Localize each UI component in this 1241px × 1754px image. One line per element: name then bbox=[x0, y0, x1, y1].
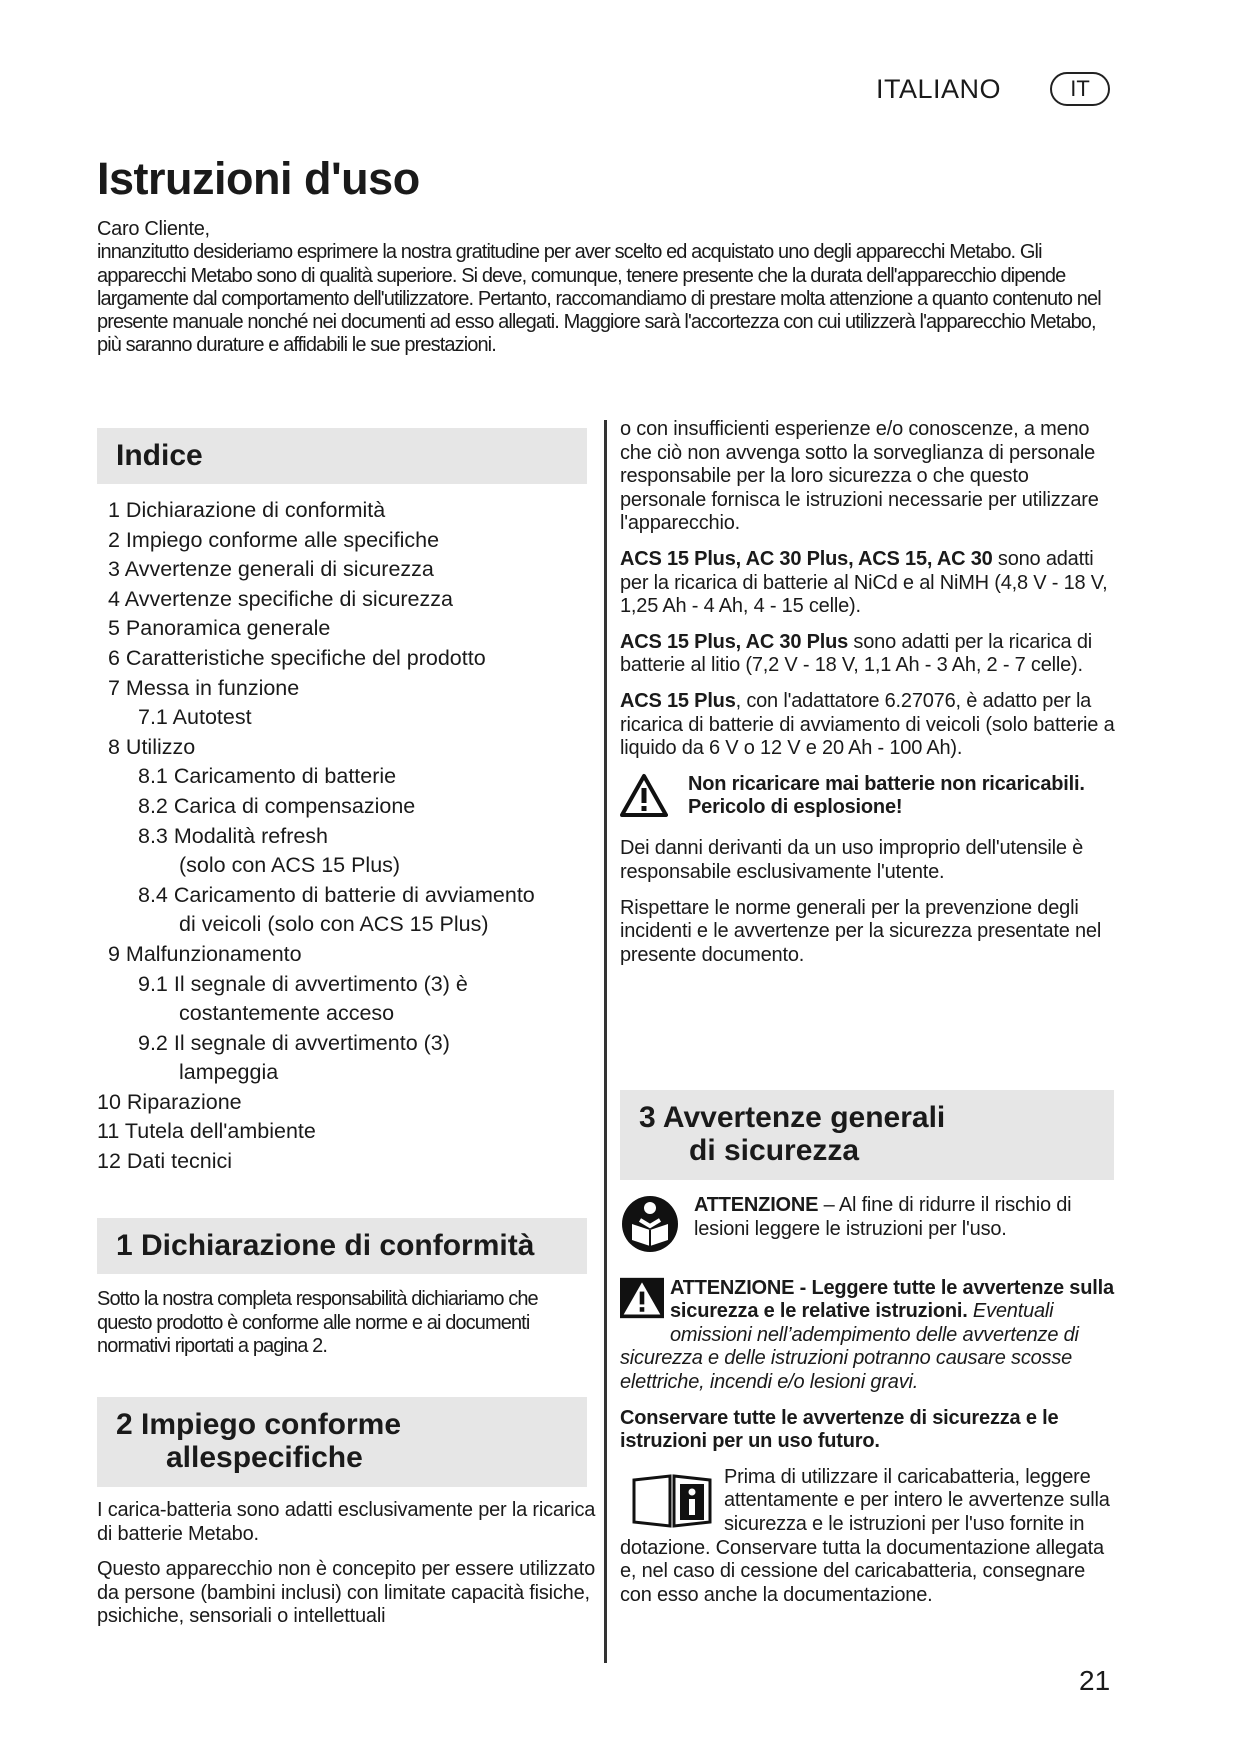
toc-subitem[interactable]: 9.2 Il segnale di avvertimento (3) bbox=[138, 1030, 450, 1055]
toc-item[interactable]: 9 Malfunzionamento bbox=[108, 941, 302, 966]
right-column-text bbox=[620, 418, 1120, 979]
toc-item[interactable]: 3 Avvertenze generali di sicurezza bbox=[108, 557, 434, 582]
page-number: 21 bbox=[1079, 1665, 1111, 1696]
section-1-text: Sotto la nostra completa responsabilità dichiariamo che questo prodotto è conforme alle norme e ai documenti normativi riportati a pagina 2. bbox=[97, 1288, 538, 1358]
models-paragraph-1 bbox=[620, 548, 1120, 619]
section-2-paragraph: Questo apparecchio non è concepito per essere utilizzato da persone (bambini inclusi) con limitate capacità fisiche, psichiche, sensoriali o intellettuali bbox=[97, 1558, 595, 1628]
toc-subitem-continuation: costantemente acceso bbox=[179, 1001, 395, 1026]
toc-subitem[interactable]: 8.1 Caricamento di batterie bbox=[138, 764, 397, 789]
intro-greeting: Caro Cliente, bbox=[97, 218, 210, 240]
section-2-heading-line2: allespecifiche bbox=[166, 1441, 363, 1474]
continued-paragraph: o con insufficienti esperienze e/o conoscenze, a meno che ciò non avvenga sotto la sorveglianza di personale responsabile per la loro sicurezza o che questo personale fornisca le istruzioni necessarie per utilizzare l'apparecchio. bbox=[620, 418, 1099, 535]
models-paragraph-2 bbox=[620, 631, 1120, 678]
toc-heading: Indice bbox=[97, 428, 587, 484]
section-2-heading-line1: 2 Impiego conforme bbox=[116, 1408, 402, 1441]
explosion-warning bbox=[620, 773, 1120, 824]
section-3-heading-line1: 3 Avvertenze generali bbox=[639, 1101, 946, 1134]
models-2-text: sono adatti per la ricarica di batterie al litio (7,2 V - 18 V, 1,1 Ah - 3 Ah, 2 - 7 celle). bbox=[620, 630, 1093, 677]
toc-item[interactable]: 8 Utilizzo bbox=[108, 734, 196, 759]
toc-subitem-continuation: (solo con ACS 15 Plus) bbox=[179, 853, 401, 878]
models-paragraph-3 bbox=[620, 690, 1120, 761]
warning-triangle-icon bbox=[620, 773, 668, 824]
damage-paragraph: Dei danni derivanti da un uso improprio dell'utensile è responsabile esclusivamente l'utente. bbox=[620, 837, 1084, 883]
section-2-body bbox=[97, 1499, 597, 1641]
toc-item[interactable]: 12 Dati tecnici bbox=[97, 1149, 233, 1174]
intro-body: innanzitutto desideriamo esprimere la nostra gratitudine per aver scelto ed acquistato uno degli apparecchi Metabo. Gli apparecchi Metabo sono di qualità superiore. Si deve, comunque, tenere presente che la durata dell'apparecchio dipende largamente dal comportamento dell'utilizzatore. Pertanto, raccomandiamo di prestare molta attenzione a quanto contenuto nel presente manuale nonché nei documenti ad esso allegati. Maggiore sarà l'accortezza con cui utilizzerà l'apparecchio Metabo, più saranno durature e affidabili le sue prestazioni. bbox=[97, 241, 1101, 357]
toc-item[interactable]: 10 Riparazione bbox=[97, 1089, 242, 1114]
section-3-heading bbox=[620, 1090, 1114, 1180]
read-instructions-paragraph bbox=[620, 1466, 1120, 1608]
intro-text bbox=[97, 218, 1117, 358]
attention-1-body: – Al fine di ridurre il rischio di lesioni leggere le istruzioni per l'uso. bbox=[694, 1194, 1072, 1240]
keep-instructions-text: Conservare tutte le avvertenze di sicurezza e le istruzioni per un uso futuro. bbox=[620, 1406, 1059, 1453]
toc-item[interactable]: 1 Dichiarazione di conformità bbox=[108, 498, 386, 522]
read-manual-icon bbox=[620, 1194, 680, 1261]
toc-item[interactable]: 2 Impiego conforme alle specifiche bbox=[108, 527, 440, 552]
info-book-icon bbox=[630, 1472, 714, 1537]
toc-subitem-continuation: di veicoli (solo con ACS 15 Plus) bbox=[179, 912, 489, 937]
toc-item[interactable]: 11 Tutela dell'ambiente bbox=[97, 1119, 316, 1144]
attention-1-label: ATTENZIONE bbox=[694, 1194, 819, 1216]
models-2-names: ACS 15 Plus, AC 30 Plus bbox=[620, 630, 849, 653]
attention-2-label: ATTENZIONE - Leggere tutte le avvertenze sulla sicurezza e le relative istruzioni. bbox=[670, 1276, 1114, 1323]
attention-1-text bbox=[694, 1194, 1120, 1241]
language-code-badge: IT bbox=[1050, 72, 1110, 106]
toc-item[interactable]: 4 Avvertenze specifiche di sicurezza bbox=[108, 586, 453, 611]
section-2-paragraph: I carica-batteria sono adatti esclusivamente per la ricarica di batterie Metabo. bbox=[97, 1499, 596, 1545]
models-3-text: , con l'adattatore 6.27076, è adatto per la ricarica di batterie di avviamento di veicoli (solo batterie a liquido da 6 V o 12 V e 20 Ah - 100 Ah). bbox=[620, 689, 1115, 760]
attention-2-paragraph bbox=[620, 1277, 1120, 1395]
models-1-text: sono adatti per la ricarica di batterie al NiCd e al NiMH (4,8 V - 18 V, 1,25 Ah - 4 Ah, 4 - 15 celle). bbox=[620, 547, 1108, 618]
toc-subitem[interactable]: 8.4 Caricamento di batterie di avviamento bbox=[138, 882, 535, 907]
section-1-heading: 1 Dichiarazione di conformità bbox=[97, 1218, 587, 1274]
warning-triangle-icon bbox=[620, 1277, 664, 1326]
toc-subitem[interactable]: 9.1 Il segnale di avvertimento (3) è bbox=[138, 971, 468, 996]
toc-item[interactable]: 7 Messa in funzione bbox=[108, 675, 300, 700]
toc-subitem[interactable]: 7.1 Autotest bbox=[138, 705, 252, 730]
section-3-body bbox=[620, 1194, 1120, 1619]
toc-item[interactable]: 6 Caratteristiche specifiche del prodotto bbox=[108, 645, 486, 670]
attention-read-manual bbox=[620, 1194, 1120, 1261]
column-divider bbox=[604, 420, 607, 1663]
read-instructions-text: Prima di utilizzare il caricabatteria, leggere attentamente e per intero le avvertenze sulla sicurezza e le istruzioni per l'uso fornite in dotazione. Conservare tutta la documentazione allegata e, nel caso di cessione del caricabatteria, consegnare con esso anche la documentazione. bbox=[620, 1465, 1110, 1606]
page-title: Istruzioni d'uso bbox=[97, 153, 420, 204]
rules-paragraph: Rispettare le norme generali per la prevenzione degli incidenti e le avvertenze per la sicurezza presentate nel presente documento. bbox=[620, 896, 1102, 966]
table-of-contents bbox=[97, 496, 597, 1177]
toc-subitem[interactable]: 8.2 Carica di compensazione bbox=[138, 793, 416, 818]
section-2-heading bbox=[97, 1397, 587, 1487]
models-3-names: ACS 15 Plus bbox=[620, 689, 736, 712]
language-label: ITALIANO bbox=[875, 74, 1001, 104]
toc-item[interactable]: 5 Panoramica generale bbox=[108, 616, 331, 641]
toc-subitem-continuation: lampeggia bbox=[179, 1060, 279, 1085]
attention-2-body: Eventuali omissioni nell’adempimento delle avvertenze di sicurezza e delle istruzioni potranno causare scosse elettriche, incendi e/o lesioni gravi. bbox=[620, 1300, 1079, 1393]
section-3-heading-line2: di sicurezza bbox=[689, 1134, 860, 1167]
explosion-warning-text: Non ricaricare mai batterie non ricaricabili. Pericolo di esplosione! bbox=[688, 772, 1085, 819]
toc-subitem[interactable]: 8.3 Modalità refresh bbox=[138, 823, 329, 848]
models-1-names: ACS 15 Plus, AC 30 Plus, ACS 15, AC 30 bbox=[620, 547, 993, 570]
